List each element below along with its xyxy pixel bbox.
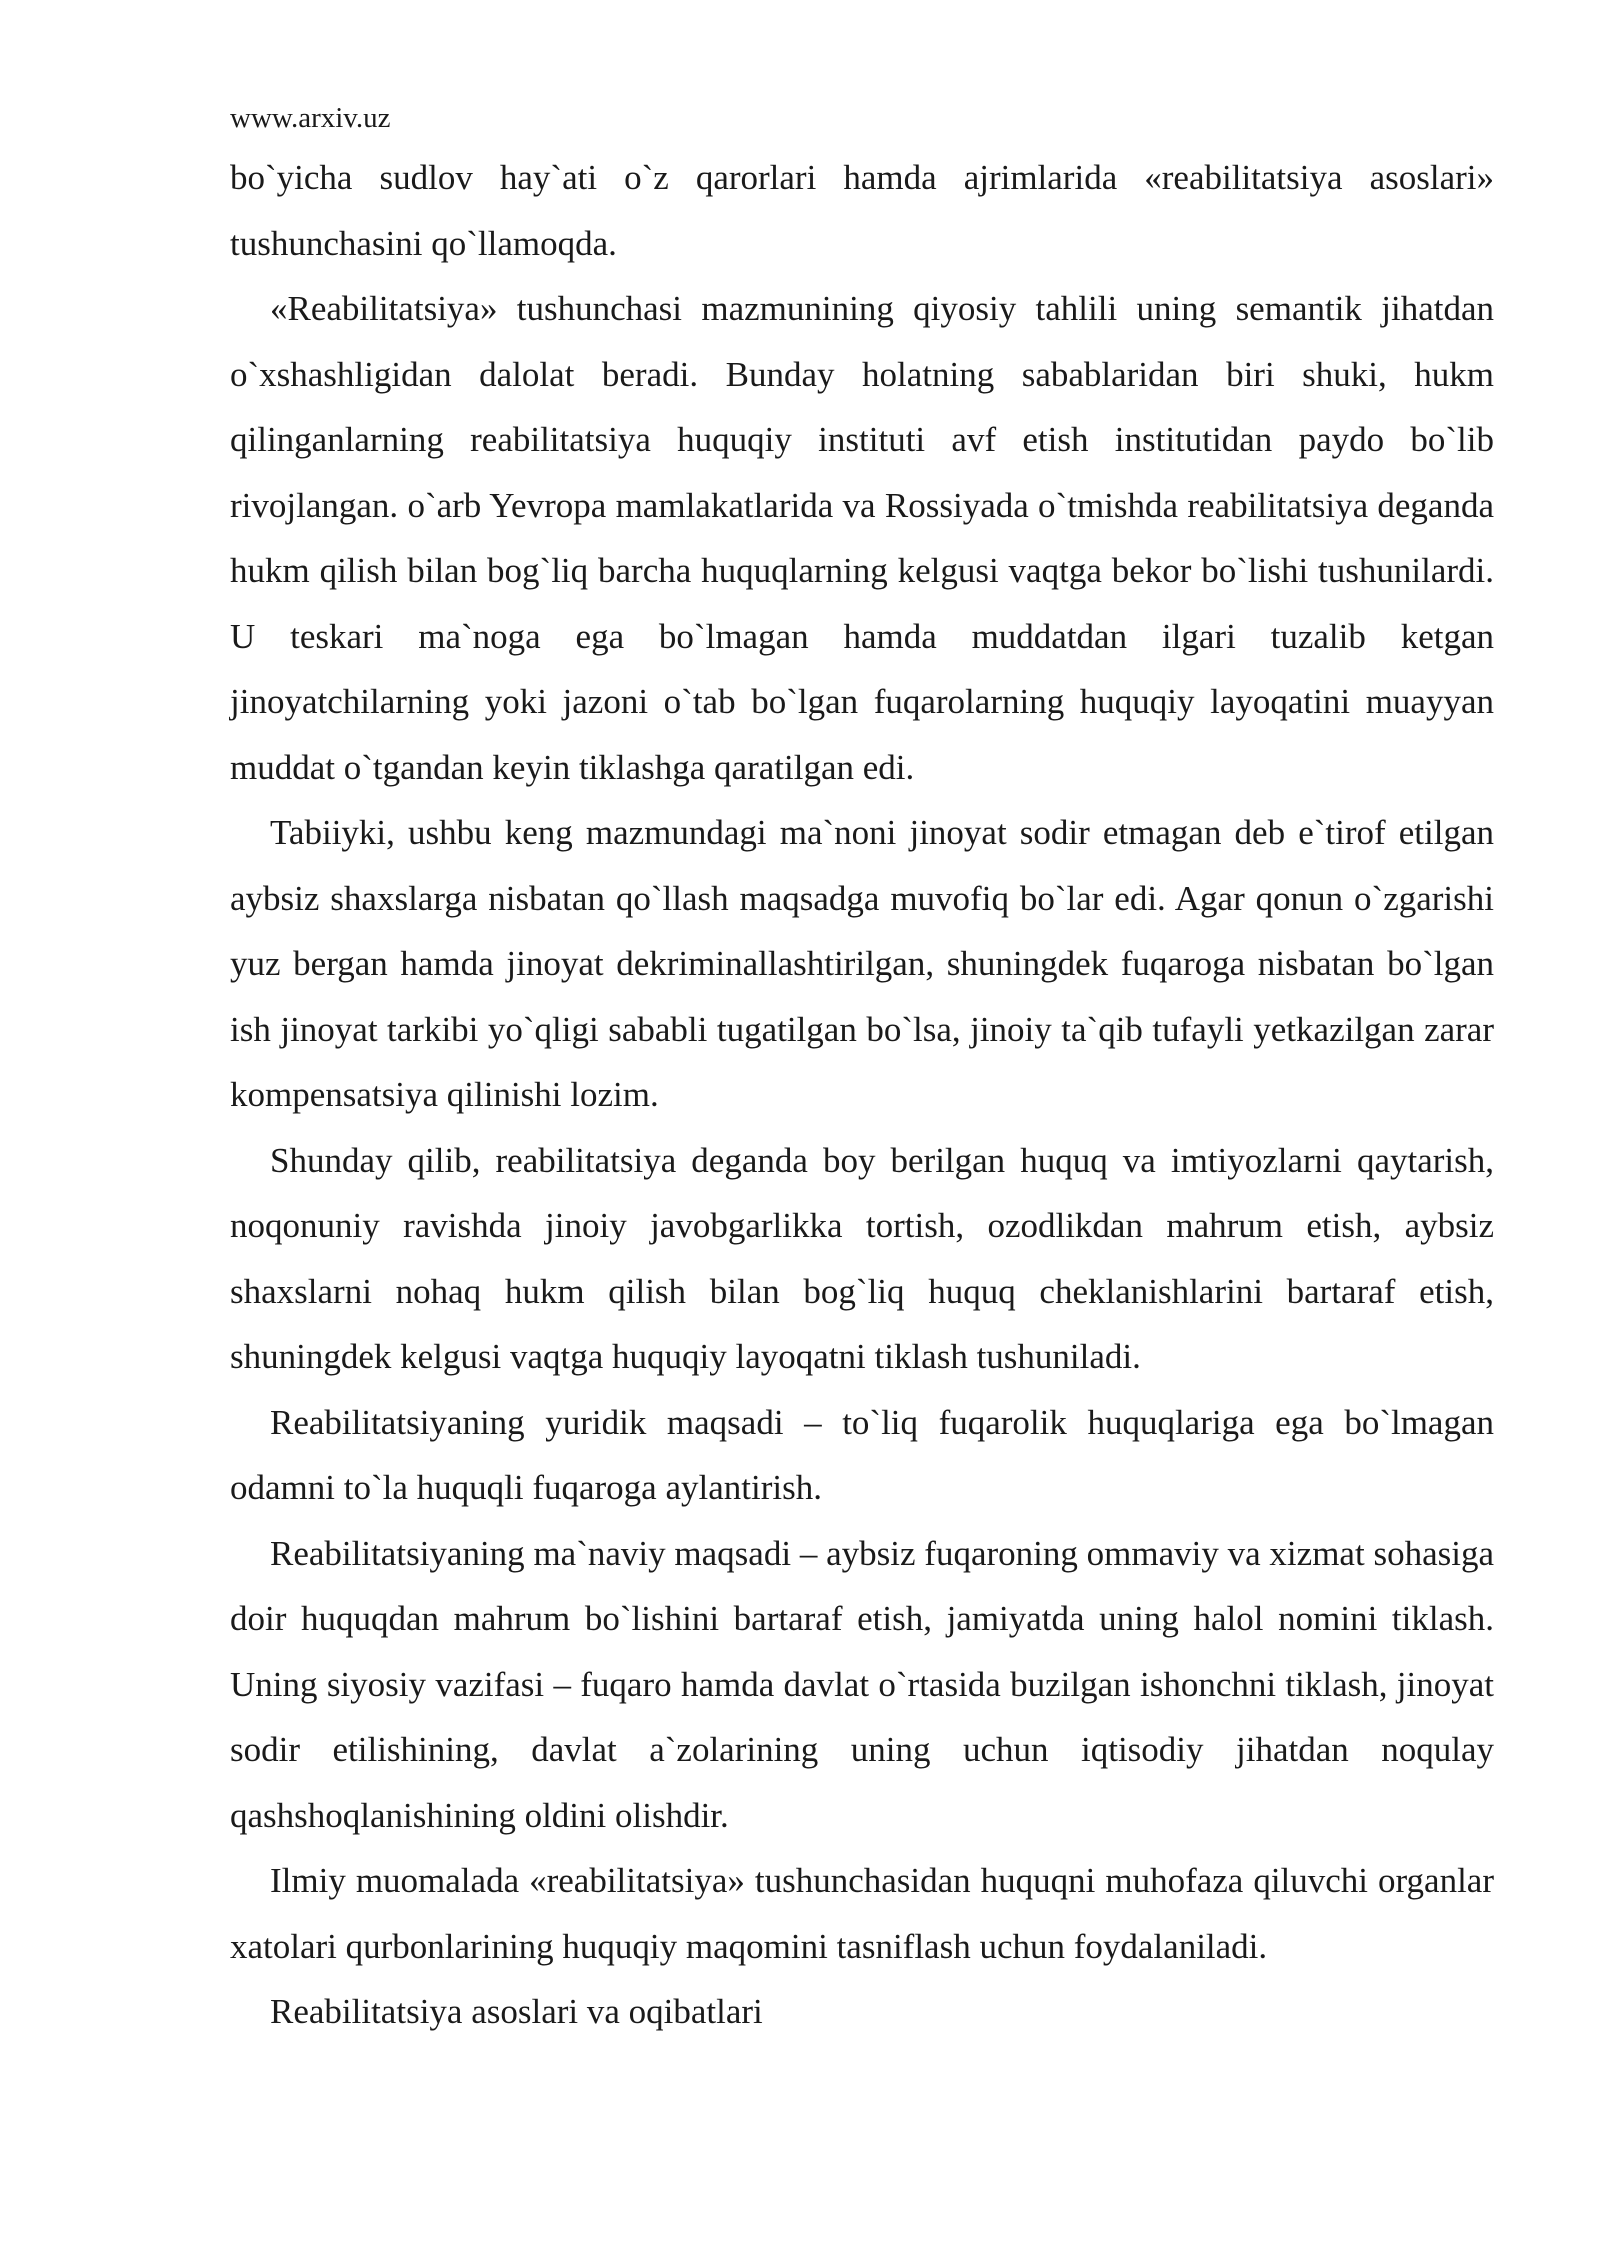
paragraph: Reabilitatsiyaning ma`naviy maqsadi – aybsiz fuqaroning ommaviy va xizmat sohasiga doir huquqdan mahrum bo`lishini bartaraf etish, jamiyatda uning halol nomini tiklash. Uning siyosiy vazifasi – fuqaro hamda davlat o`rtasida buzilgan ishonchni tiklash, jinoyat sodir etilishining, davlat a`zolarining uning uchun iqtisodiy jihatdan noqulay qashshoqlanishining oldini olishdir.: [230, 1533, 1494, 1835]
document-body: [230, 145, 1494, 2045]
paragraph: Tabiiyki, ushbu keng mazmundagi ma`noni jinoyat sodir etmagan deb e`tirof etilgan aybsiz shaxslarga nisbatan qo`llash maqsadga muvofiq bo`lar edi. Agar qonun o`zgarishi yuz bergan hamda jinoyat dekriminallashtirilgan, shuningdek fuqaroga nisbatan bo`lgan ish jinoyat tarkibi yo`qligi sababli tugatilgan bo`lsa, jinoiy ta`qib tufayli yetkazilgan zarar kompensatsiya qilinishi lozim.: [230, 813, 1494, 1114]
paragraph: Shunday qilib, reabilitatsiya deganda boy berilgan huquq va imtiyozlarni qaytarish, noqonuniy ravishda jinoiy javobgarlikka tortish, ozodlikdan mahrum etish, aybsiz shaxslarni nohaq hukm qilish bilan bog`liq huquq cheklanishlarini bartaraf etish, shuningdek kelgusi vaqtga huquqiy layoqatni tiklash tushuniladi.: [230, 1140, 1494, 1376]
paragraph: Ilmiy muomalada «reabilitatsiya» tushunchasidan huquqni muhofaza qiluvchi organlar xatolari qurbonlarining huquqiy maqomini tasniflash uchun foydalaniladi.: [230, 1861, 1494, 1966]
section-heading: Reabilitatsiya asoslari va oqibatlari: [270, 1992, 763, 2031]
source-url: www.arxiv.uz: [230, 102, 391, 134]
paragraph: «Reabilitatsiya» tushunchasi mazmunining qiyosiy tahlili uning semantik jihatdan o`xshashligidan dalolat beradi. Bunday holatning sabablaridan biri shuki, hukm qilinganlarning reabilitatsiya huquqiy instituti avf etish institutidan paydo bo`lib rivojlangan. o`arb Yevropa mamlakatlarida va Rossiyada o`tmishda reabilitatsiya deganda hukm qilish bilan bog`liq barcha huquqlarning kelgusi vaqtga bekor bo`lishi tushunilardi. U teskari ma`noga ega bo`lmagan hamda muddatdan ilgari tuzalib ketgan jinoyatchilarning yoki jazoni o`tab bo`lgan fuqarolarning huquqiy layoqatini muayyan muddat o`tgandan keyin tiklashga qaratilgan edi.: [230, 289, 1494, 787]
paragraph-continuation: bo`yicha sudlov hay`ati o`z qarorlari hamda ajrimlarida «reabilitatsiya asoslari» tushunchasini qo`llamoqda.: [230, 158, 1494, 263]
paragraph: Reabilitatsiyaning yuridik maqsadi – to`liq fuqarolik huquqlariga ega bo`lmagan odamni to`la huquqli fuqaroga aylantirish.: [230, 1402, 1494, 1507]
